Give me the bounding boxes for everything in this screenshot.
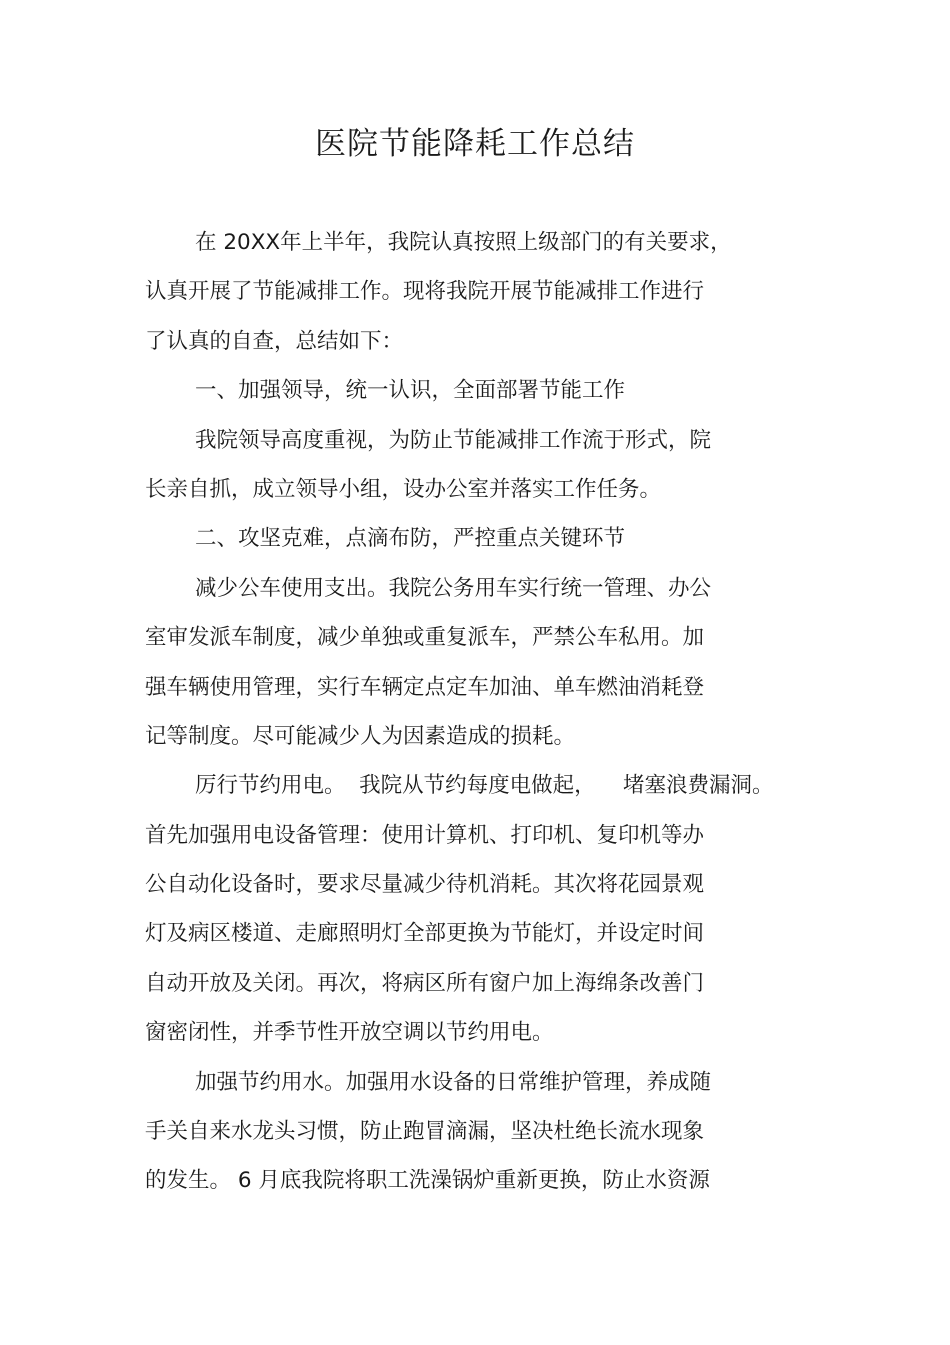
paragraph-line: 室审发派车制度，减少单独或重复派车，严禁公车私用。加	[145, 625, 705, 651]
paragraph-line: 长亲自抓，成立领导小组，设办公室并落实工作任务。	[145, 476, 662, 502]
paragraph-line: 窗密闭性，并季节性开放空调以节约用电。	[145, 1020, 554, 1046]
paragraph-line: 加强节约用水。加强用水设备的日常维护管理，养成随	[195, 1069, 712, 1095]
paragraph-line: 厉行节约用电。 我院从节约每度电做起， 堵塞浪费漏洞。	[195, 773, 774, 799]
paragraph-line: 灯及病区楼道、走廊照明灯全部更换为节能灯，并设定时间	[145, 921, 705, 947]
paragraph-line: 减少公车使用支出。我院公务用车实行统一管理、办公	[195, 575, 712, 601]
paragraph-line: 自动开放及关闭。再次，将病区所有窗户加上海绵条改善门	[145, 970, 705, 996]
paragraph-line: 首先加强用电设备管理：使用计算机、打印机、复印机等办	[145, 822, 705, 848]
section-heading: 一、加强领导，统一认识，全面部署节能工作	[195, 378, 626, 404]
paragraph-line: 记等制度。尽可能减少人为因素造成的损耗。	[145, 723, 576, 749]
document-title: 医院节能降耗工作总结	[315, 126, 635, 162]
document-body	[145, 218, 825, 1206]
paragraph-line: 认真开展了节能减排工作。现将我院开展节能减排工作进行	[145, 279, 705, 305]
paragraph-line: 了认真的自查，总结如下：	[145, 328, 404, 354]
paragraph-line: 的发生。 6 月底我院将职工洗澡锅炉重新更换，防止水资源	[145, 1168, 710, 1194]
paragraph-line: 在 20XX年上半年，我院认真按照上级部门的有关要求，	[195, 230, 732, 255]
paragraph-line: 我院领导高度重视，为防止节能减排工作流于形式，院	[195, 427, 712, 453]
section-heading: 二、攻坚克难，点滴布防，严控重点关键环节	[195, 526, 626, 552]
paragraph-line: 公自动化设备时，要求尽量减少待机消耗。其次将花园景观	[145, 872, 705, 898]
paragraph-line: 强车辆使用管理，实行车辆定点定车加油、单车燃油消耗登	[145, 674, 705, 700]
paragraph-line: 手关自来水龙头习惯，防止跑冒滴漏，坚决杜绝长流水现象	[145, 1119, 705, 1145]
